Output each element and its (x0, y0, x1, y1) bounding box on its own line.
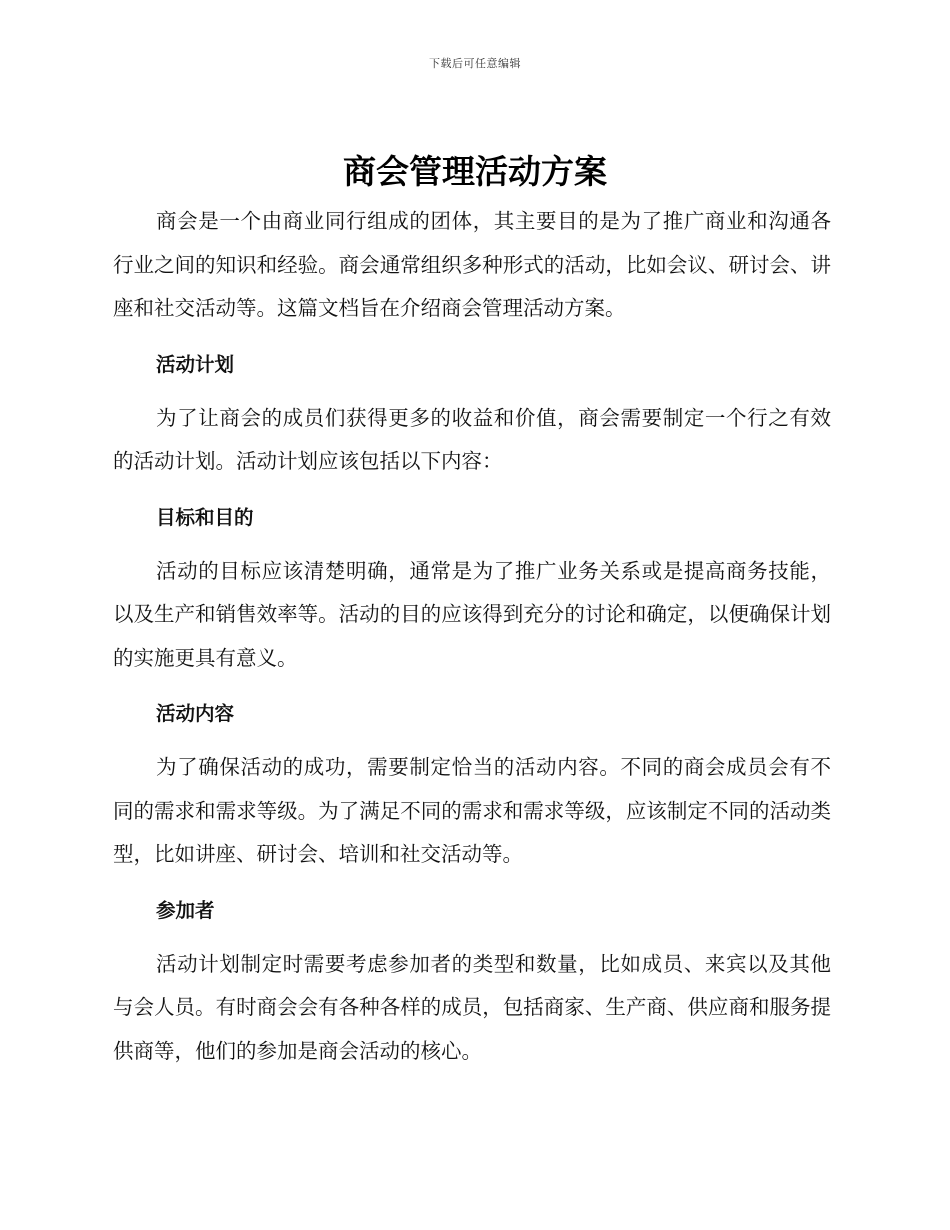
header-note: 下载后可任意编辑 (429, 57, 521, 70)
section-body-participants: 活动计划制定时需要考虑参加者的类型和数量，比如成员、来宾以及其他与会人员。有时商会会有各种各样的成员，包括商家、生产商、供应商和服务提供商等，他们的参加是商会活动的核心。 (113, 951, 831, 1063)
document-body (113, 200, 831, 1073)
section-heading-content: 活动内容 (156, 702, 235, 725)
section-heading-activity-plan: 活动计划 (156, 352, 235, 376)
page-title: 商会管理活动方案 (343, 152, 607, 191)
section-body-activity-plan: 为了让商会的成员们获得更多的收益和价值，商会需要制定一个行之有效的活动计划。活动计划应该包括以下内容： (113, 405, 831, 473)
section-body-goals: 活动的目标应该清楚明确，通常是为了推广业务关系或是提高商务技能，以及生产和销售效率等。活动的目的应该得到充分的讨论和确定，以便确保计划的实施更具有意义。 (113, 558, 831, 670)
section-body-content: 为了确保活动的成功，需要制定恰当的活动内容。不同的商会成员会有不同的需求和需求等级。为了满足不同的需求和需求等级，应该制定不同的活动类型，比如讲座、研讨会、培训和社交活动等。 (113, 755, 831, 866)
intro-paragraph: 商会是一个由商业同行组成的团体，其主要目的是为了推广商业和沟通各行业之间的知识和经验。商会通常组织多种形式的活动，比如会议、研讨会、讲座和社交活动等。这篇文档旨在介绍商会管理活动方案。 (113, 209, 831, 320)
section-heading-goals: 目标和目的 (156, 505, 254, 529)
section-heading-participants: 参加者 (156, 898, 215, 922)
